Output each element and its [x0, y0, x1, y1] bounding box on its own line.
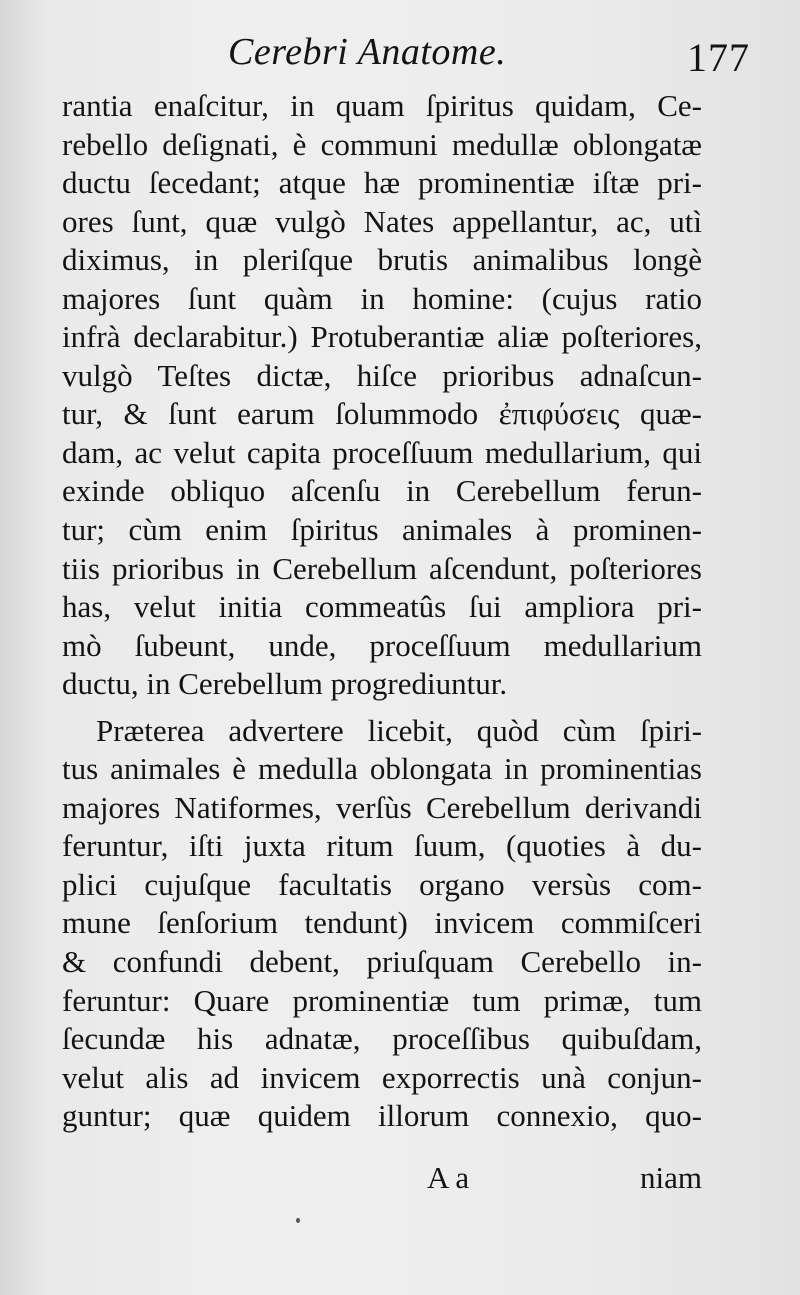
text-line: feruntur, iſti juxta ritum ſuum, (quoties à du- [62, 828, 702, 864]
text-line: ſecundæ his adnatæ, proceſſibus quibuſdam, [62, 1021, 702, 1057]
text-line: plici cujuſque facultatis organo versùs com- [62, 866, 702, 902]
text-line: rantia enaſcitur, in quam ſpiritus quidam, Ce- [62, 88, 702, 123]
text-line: has, velut initia commeatûs ſui ampliora pri- [62, 589, 702, 625]
signature-mark: A a [427, 1160, 470, 1195]
text-line: tur, & ſunt earum ſolummodo ἐπιφύσεις quæ- [62, 396, 702, 432]
text-line: ductu ſecedant; atque hæ prominentiæ iſtæ pri- [62, 165, 702, 201]
text-line: mò ſubeunt, unde, proceſſuum medullarium [62, 627, 702, 663]
text-line: & confundi debent, priuſquam Cerebello in- [62, 944, 702, 980]
ink-speck [296, 1218, 300, 1223]
text-line: mune ſenſorium tendunt) invicem commiſceri [62, 905, 702, 941]
signature-line [62, 1160, 702, 1200]
text-line: diximus, in pleriſque brutis animalibus longè [62, 242, 702, 278]
text-line: exinde obliquo aſcenſu in Cerebellum ferun- [62, 473, 702, 509]
text-line: vulgò Teſtes dictæ, hiſce prioribus adnaſcun- [62, 357, 702, 393]
text-line: tiis prioribus in Cerebellum aſcendunt, poſteriores [62, 550, 702, 586]
body-text [62, 87, 702, 1136]
text-line: ores ſunt, quæ vulgò Nates appellantur, ac, utì [62, 203, 702, 239]
page-number: 177 [687, 35, 750, 80]
paragraph-end-line: ductu, in Cerebellum progrediuntur. [62, 666, 508, 702]
text-line: tus animales è medulla oblongata in prominentias [62, 751, 702, 787]
text-line: rebello deſignati, è communi medullæ oblongatæ [62, 126, 702, 162]
text-line: velut alis ad invicem exporrectis unà conjun- [62, 1059, 702, 1095]
running-head [60, 22, 750, 82]
running-title: Cerebri Anatome. [228, 31, 507, 73]
text-line: tur; cùm enim ſpiritus animales à prominen- [62, 512, 702, 548]
text-line: majores Natiformes, verſùs Cerebellum derivandi [62, 789, 702, 825]
paragraph-start-line: Præterea advertere licebit, quòd cùm ſpiri- [96, 712, 702, 748]
text-line: infrà declarabitur.) Protuberantiæ aliæ poſteriores, [62, 319, 702, 355]
catchword: niam [640, 1160, 702, 1195]
text-line: feruntur: Quare prominentiæ tum primæ, tum [62, 982, 702, 1018]
text-line: dam, ac velut capita proceſſuum medullarium, qui [62, 434, 702, 470]
text-line: majores ſunt quàm in homine: (cujus ratio [62, 280, 702, 316]
text-line: guntur; quæ quidem illorum connexio, quo- [62, 1098, 702, 1134]
